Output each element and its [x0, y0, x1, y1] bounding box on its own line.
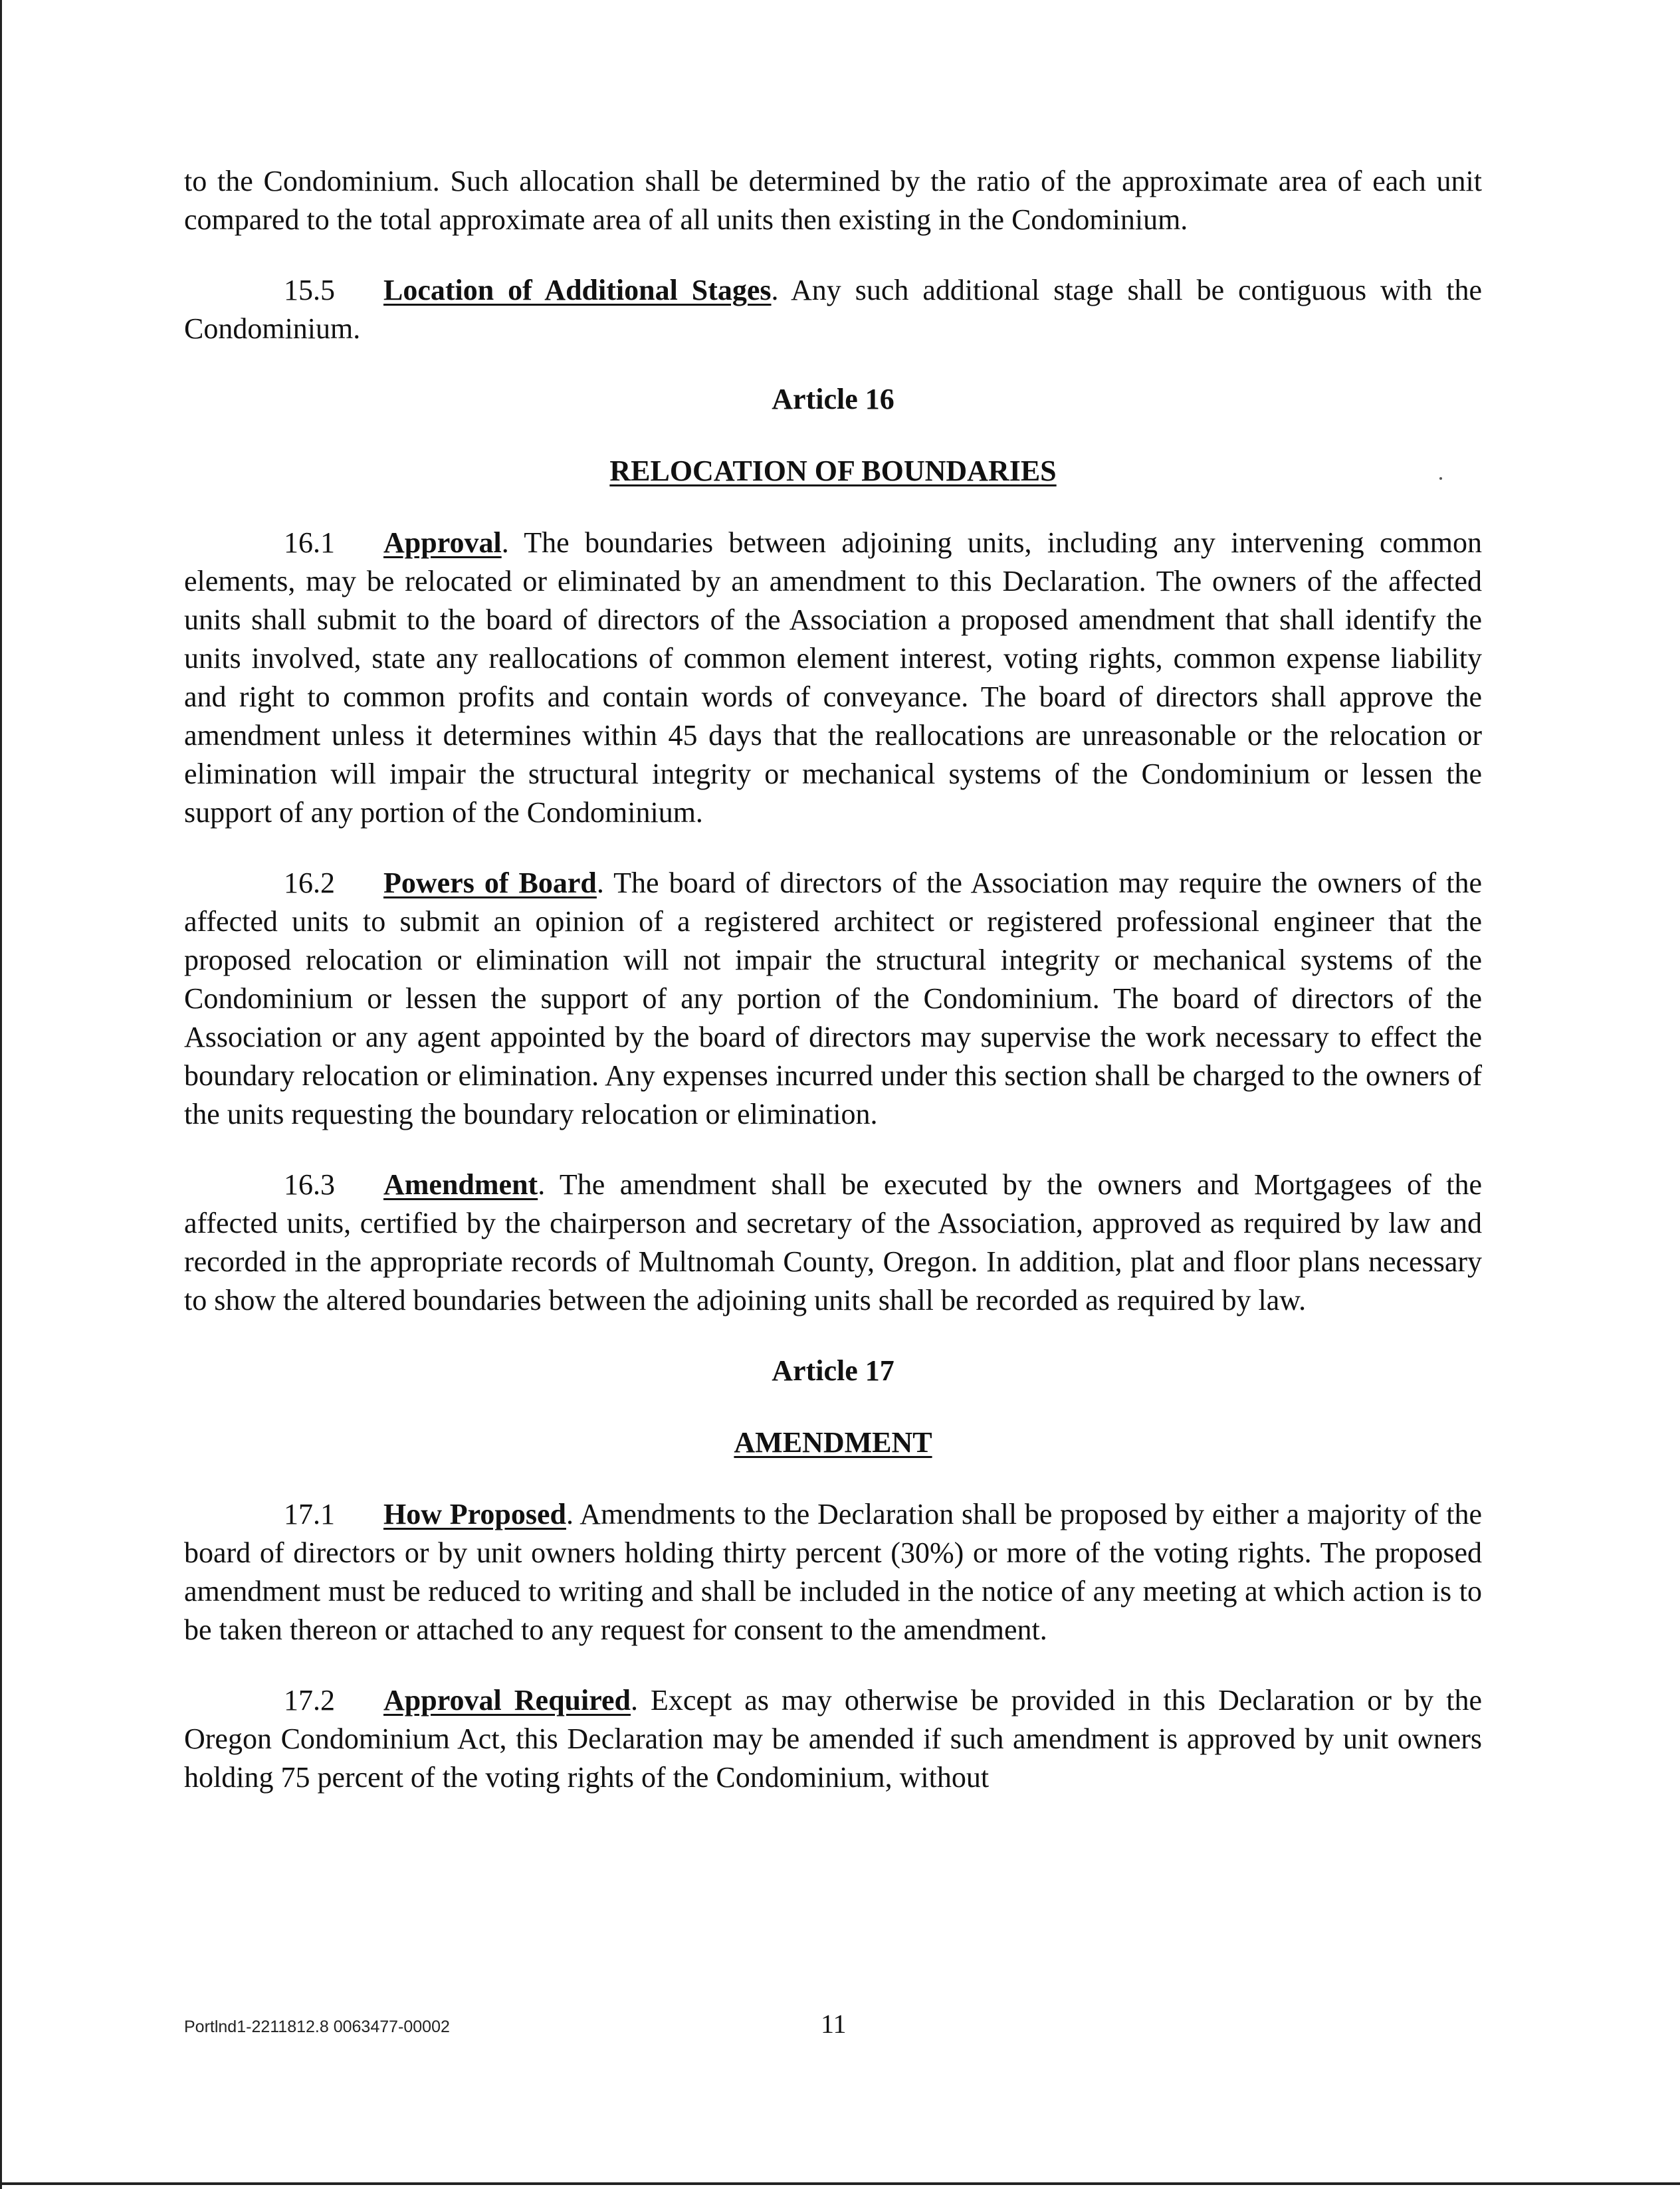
section-number: 16.3 — [284, 1168, 335, 1201]
section-16-1 — [184, 524, 1482, 832]
article-17-title-text: AMENDMENT — [734, 1426, 932, 1459]
article-17-title — [184, 1423, 1482, 1462]
section-number: 17.2 — [284, 1684, 335, 1717]
section-text: . The board of directors of the Association may require the owners of the affected units to submit an opinion of a registered architect or registered professional engineer that the proposed relocation or elimination will not impair the structural integrity or mechanical systems of the Condominium or lessen the support of any portion of the Condominium. The board of directors of the Association or any agent appointed by the board of directors may supervise the work necessary to effect the boundary relocation or elimination. Any expenses incurred under this section shall be charged to the owners of the units requesting the boundary relocation or elimination. — [184, 867, 1482, 1130]
section-number: 16.2 — [284, 867, 335, 899]
scan-bottom-edge — [0, 2182, 1680, 2185]
section-heading: How Proposed — [383, 1498, 566, 1530]
article-16-label: Article 16 — [772, 383, 894, 415]
section-heading: Powers of Board — [383, 867, 597, 899]
page-number: 11 — [821, 2009, 847, 2039]
section-text: . Any such additional stage shall be contiguous with the Condominium. — [184, 274, 1482, 345]
article-16-title — [184, 452, 1482, 490]
section-number: 17.1 — [284, 1498, 335, 1530]
intro-text: to the Condominium. Such allocation shall be determined by the ratio of the approximate area of each unit compared to the total approximate area of all units then existing in the Condominium. — [184, 165, 1482, 236]
section-16-2 — [184, 864, 1482, 1134]
article-17-label: Article 17 — [772, 1354, 894, 1387]
section-text: . The boundaries between adjoining units, including any intervening common elements, may be relocated or eliminated by an amendment to this Declaration. The owners of the affected units shall submit to the board of directors of the Association a proposed amendment that shall identify the units involved, state any reallocations of common element interest, voting rights, common expense liability and right to common profits and contain words of conveyance. The board of directors shall approve the amendment unless it determines within 45 days that the reallocations are unreasonable or the relocation or elimination will impair the structural integrity or mechanical systems of the Condominium or lessen the support of any portion of the Condominium. — [184, 526, 1482, 829]
section-heading: Location of Additional Stages — [383, 274, 772, 306]
section-17-2 — [184, 1681, 1482, 1797]
section-15-5 — [184, 271, 1482, 348]
section-text: . Except as may otherwise be provided in this Declaration or by the Oregon Condominium Act, this Declaration may be amended if such amendment is approved by unit owners holding 75 percent of the voting rights of the Condominium, without — [184, 1684, 1482, 1794]
document-page — [184, 162, 1482, 1829]
section-heading: Approval Required — [383, 1684, 631, 1717]
section-heading: Amendment — [383, 1168, 538, 1201]
section-number: 15.5 — [284, 274, 335, 306]
section-text: . The amendment shall be executed by the owners and Mortgagees of the affected units, certified by the chairperson and secretary of the Association, approved as required by law and recorded in the appropriate records of Multnomah County, Oregon. In addition, plat and floor plans necessary to show the altered boundaries between the adjoining units shall be recorded as required by law. — [184, 1168, 1482, 1316]
section-16-3 — [184, 1166, 1482, 1320]
section-17-1 — [184, 1495, 1482, 1649]
section-number: 16.1 — [284, 526, 335, 559]
scan-left-edge — [0, 0, 2, 2189]
article-16-title-text: RELOCATION OF BOUNDARIES — [609, 455, 1057, 487]
intro-paragraph — [184, 162, 1482, 239]
section-heading: Approval — [383, 526, 502, 559]
section-text: . Amendments to the Declaration shall be proposed by either a majority of the board of directors or by unit owners holding thirty percent (30%) or more of the voting rights. The proposed amendment must be reduced to writing and shall be included in the notice of any meeting at which action is to be taken thereon or attached to any request for consent to the amendment. — [184, 1498, 1482, 1646]
footer-document-id: Portlnd1-2211812.8 0063477-00002 — [184, 2018, 450, 2036]
